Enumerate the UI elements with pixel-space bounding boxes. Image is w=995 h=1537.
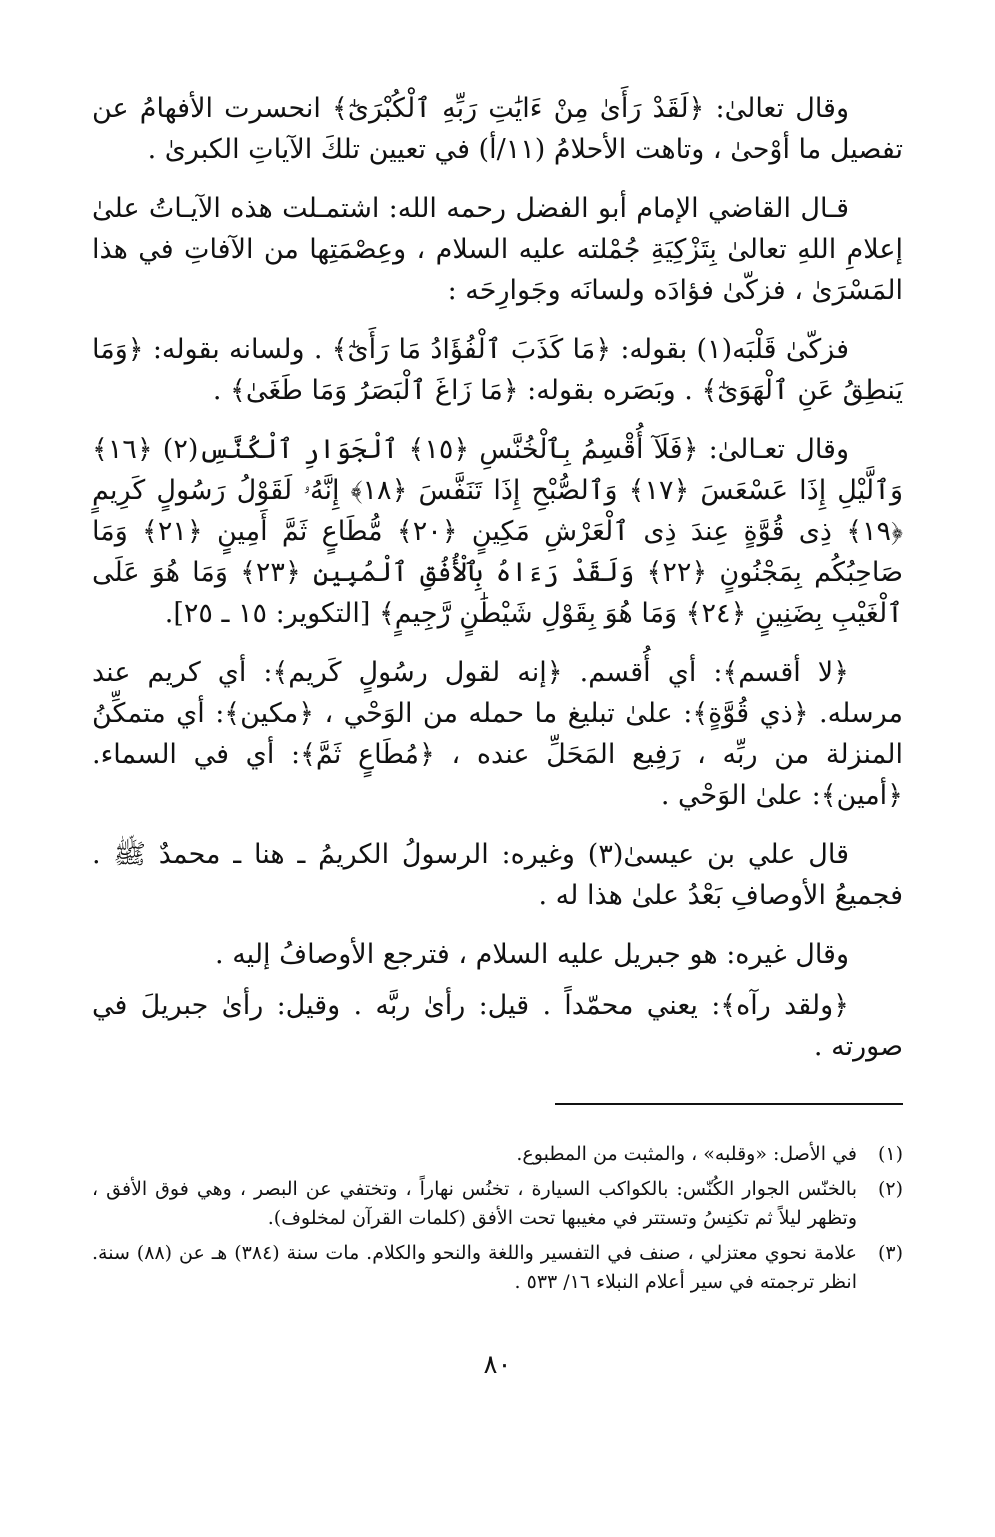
paragraph-ali-bin-isa: قال علي بن عيسىٰ(٣) وغيره: الرسولُ الكريمُ ـ هنا ـ محمدٌ ﷺ . فجميعُ الأوصافِ بَعْدُ علىٰ هذا له . (92, 839, 903, 911)
footnote-text: في الأصل: «وقلبه» ، والمثبت من المطبوع. (516, 1143, 857, 1165)
paragraph-qadi-commentary: قـال القاضي الإمام أبو الفضل رحمه الله: اشتمـلت هذه الآيـاتُ علىٰ إعلامِ اللهِ تعالىٰ بِتَزْكِيَةِ جُمْلته عليه السلام ، وعِصْمَتِها من الآفاتِ في هذا المَسْرَىٰ ، فزكّىٰ فؤادَه ولسانَه وجَوارِحَه : (92, 193, 903, 306)
page-number: ٨٠ (483, 1350, 512, 1380)
main-text (92, 88, 903, 1077)
paragraph-laqad-raahu: ﴿ولقد رآه﴾: يعني محمّداً . قيل: رأىٰ ربَّه . وقيل: رأىٰ جبريلَ في صورته . (92, 990, 903, 1062)
footnote-number: (٣) (877, 1242, 903, 1264)
footnote-number: (١) (877, 1143, 903, 1165)
footnote-text: بالخنّس الجوار الكُنّس: بالكواكب السيارة ، تخنُس نهاراً ، وتختفي عن البصر ، وهي فوق الأفق ، وتظهر ليلاً ثم تكنِسُ وتستتر في مغيبها تحت الأفق (كلمات القرآن لمخلوف). (92, 1178, 857, 1229)
footnote-divider (555, 1103, 903, 1105)
paragraph-jibril: وقال غيره: هو جبريل عليه السلام ، فترجع الأوصافُ إليه . (215, 939, 849, 970)
footnote-number: (٢) (877, 1178, 903, 1200)
footnotes (92, 1140, 903, 1303)
paragraph-verse-explanation: ﴿لا أقسم﴾: أي أُقسم. ﴿إنه لقول رسُولٍ كَريم﴾: أي كريم عند مرسله. ﴿ذي قُوَّةٍ﴾: علىٰ تبليغ ما حمله من الوَحْي ، ﴿مكين﴾: أي متمكِّنُ المنزلة من ربِّه ، رَفِيع المَحَلِّ عنده ، ﴿مُطَاعٍ ثَمَّ﴾: أي في السماء. ﴿أمين﴾: علىٰ الوَحْي . (92, 657, 903, 811)
footnote-text: علامة نحوي معتزلي ، صنف في التفسير واللغة والنحو والكلام. مات سنة (٣٨٤) هـ عن (٨٨) سنة. انظر ترجمته في سير أعلام النبلاء ١٦/ ٥٣٣ . (92, 1242, 857, 1293)
footnote (92, 1175, 903, 1233)
footnote (92, 1140, 903, 1169)
footnote (92, 1239, 903, 1297)
paragraph-quote-ayat-kubra: وقال تعالىٰ: ﴿لَقَدْ رَأَىٰ مِنْ ءَايَٰتِ رَبِّهِ ٱلْكُبْرَىٰٓ﴾ انحسرت الأفهامُ عن تفصيل ما أوْحىٰ ، وتاهت الأحلامُ (١١/أ) في تعيين تلكَ الآياتِ الكبرىٰ . (92, 93, 903, 165)
paragraph-takwir-verses: وقال تعـالىٰ: ﴿فَلَآ أُقْسِمُ بِٱلْخُنَّسِ ﴿١٥﴾ ٱلْجَوَارِ ٱلْكُنَّسِ(٢) ﴿١٦﴾ وَٱلَّيْلِ إِذَا عَسْعَسَ ﴿١٧﴾ وَٱلصُّبْحِ إِذَا تَنَفَّسَ ﴿١٨﴾ إِنَّهُۥ لَقَوْلُ رَسُولٍ كَرِيمٍ ﴿١٩﴾ ذِى قُوَّةٍ عِندَ ذِى ٱلْعَرْشِ مَكِينٍ ﴿٢٠﴾ مُّطَاعٍ ثَمَّ أَمِينٍ ﴿٢١﴾ وَمَا صَاحِبُكُم بِمَجْنُونٍ ﴿٢٢﴾ وَلَقَدْ رَءَاهُ بِٱلْأُفُقِ ٱلْمُبِينِ ﴿٢٣﴾ وَمَا هُوَ عَلَى ٱلْغَيْبِ بِضَنِينٍ ﴿٢٤﴾ وَمَا هُوَ بِقَوْلِ شَيْطَٰنٍ رَّجِيمٍ﴾ [التكوير: ١٥ ـ ٢٥]. (92, 434, 903, 629)
paragraph-tazkiya: فزكّىٰ قَلْبَه(١) بقوله: ﴿مَا كَذَبَ ٱلْفُؤَادُ مَا رَأَىٰٓ﴾ . ولسانه بقوله: ﴿وَمَا يَنطِقُ عَنِ ٱلْهَوَىٰٓ﴾ . وبَصَره بقوله: ﴿مَا زَاغَ ٱلْبَصَرُ وَمَا طَغَىٰ﴾ . (92, 334, 903, 406)
